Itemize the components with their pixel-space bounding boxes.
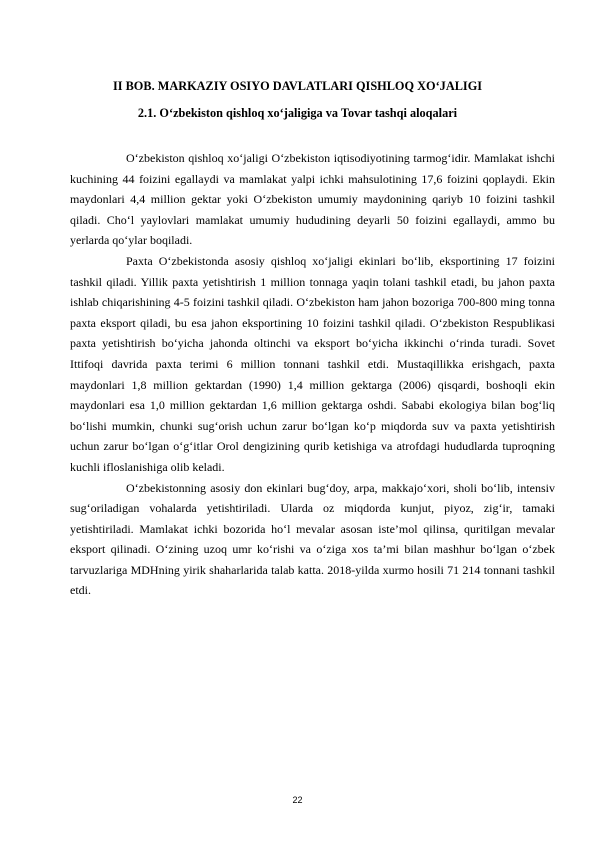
section-title: 2.1. O‘zbekiston qishloq xo‘jaligiga va Tovar tashqi aloqalari <box>137 106 458 120</box>
paragraph: Paxta O‘zbekistonda asosiy qishloq xo‘jaligi ekinlari bo‘lib, eksportining 17 foizini tashkil qiladi. Yillik paxta yetishtirish 1 million tonnaga yaqin tolani tashkil etadi, bu jahon paxta ishlab chiqarishining 4-5 foizini tashkil qiladi. O‘zbekiston ham jahon bozoriga 700-800 ming tonna paxta eksport qiladi, bu esa jahon eksportining 10 foizini tashkil qiladi. O‘zbekiston Respublikasi paxta yetishtirish bo‘yicha jahonda oltinchi va eksport bo‘yicha ikkinchi o‘rinda turadi. Sovet Ittifoqi davrida paxta terimi 6 million tonnani tashkil etdi. Mustaqillikka erishgach, paxta maydonlari 1,8 million gektardan (1990) 1,4 million gektarga (2006) qisqardi, boshoqli ekin maydonlari esa 1,0 million gektardan 1,6 million gektarga oshdi. Sababi ekologiya bilan bog‘liq bo‘lishi mumkin, chunki sug‘orish uchun zarur bo‘lgan ko‘p miqdorda suv va paxta yetishtirish uchun zarur bo‘lgan o‘g‘itlar Orol dengizining qurib ketishiga va atrofdagi hududlarda tuproqning kuchli ifloslanishiga olib keladi. <box>70 253 555 474</box>
body-text <box>70 148 555 601</box>
paragraph: O‘zbekistonning asosiy don ekinlari bug‘doy, arpa, makkajo‘xori, sholi bo‘lib, intensiv sug‘oriladigan vohalarda yetishtiriladi. Ularda oz miqdorda kunjut, piyoz, zig‘ir, tamaki yetishtiriladi. Mamlakat ichki bozorida ho‘l mevalar asosan iste’mol qilinsa, quritilgan mevalar eksport qilinadi. O‘zining uzoq umr ko‘rishi va o‘ziga xos ta’mi bilan mashhur bo‘lgan o‘zbek tarvuzlariga MDHning yirik shaharlarida talab katta. 2018-yilda xurmo hosili 71 214 tonnani tashkil etdi. <box>70 480 555 598</box>
chapter-title: II BOB. MARKAZIY OSIYO DAVLATLARI QISHLOQ XO‘JALIGI <box>112 79 483 93</box>
paragraph: O‘zbekiston qishloq xo‘jaligi O‘zbekiston iqtisodiyotining tarmog‘idir. Mamlakat ishchi kuchining 44 foizini egallaydi va mamlakat yalpi ichki mahsulotining 17,6 foizini qoplaydi. Ekin maydonlari 4,4 million gektar yoki O‘zbekiston umumiy maydonining qariyb 10 foizini tashkil qiladi. Cho‘l yaylovlari mamlakat umumiy hududining deyarli 50 foizini egallaydi, ammo bu yerlarda qo‘ylar boqiladi. <box>70 151 555 248</box>
page-number: 22 <box>292 795 303 805</box>
